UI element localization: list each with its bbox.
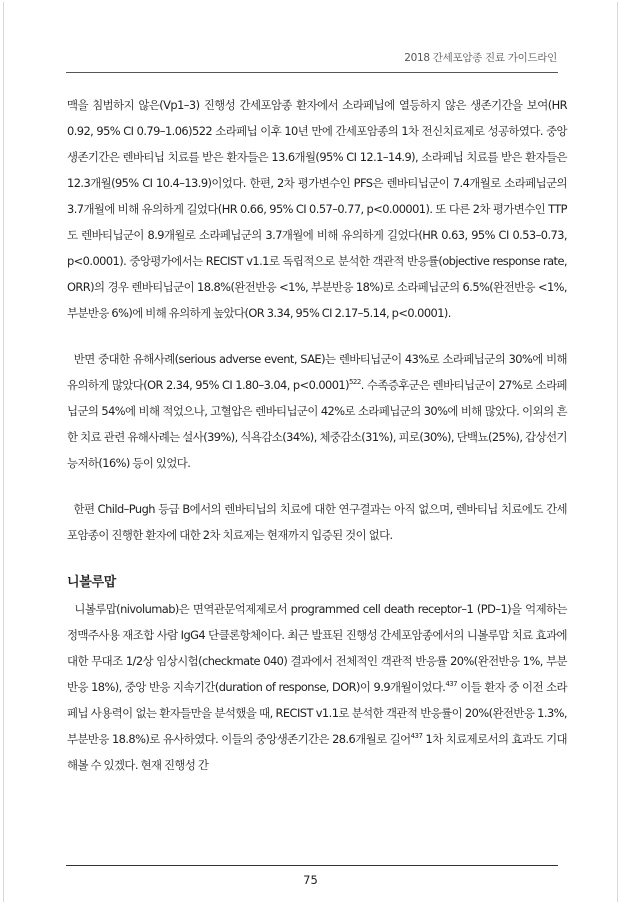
reference-superscript: 437: [445, 680, 458, 689]
header-divider: [66, 72, 558, 73]
adverse-events-text-a: 반면 중대한 유해사례(serious adverse event, SAE)는 렌바티닙군이 43%로 소라페닙군의 30%에 비해 유의하게 많았다(OR 2.34, 95% CI 1.80–3.04, p<0.0001): [67, 352, 567, 392]
adverse-events-text-b: . 수족증후군은 렌바티닙군이 27%로 소라페닙군의 54%에 비해 적었으나, 고혈압은 렌바티닙군이 42%로 소라페닙군의 30%에 비해 많았다. 이외의 흔한 치료 관련 유해사례는 설사(39%), 식욕감소(34%), 체중감소(31%), 피로(30%), 단백뇨(25%), 갑상선기능저하(16%) 등이 있었다.: [67, 378, 567, 470]
nivolumab-text-a: 니볼루맙(nivolumab)은 면역관문억제제로서 programmed cell death receptor–1 (PD–1)을 억제하는 정맥주사용 재조합 사람 IgG4 단클론항체이다. 최근 발표된 진행성 간세포암종에서의 니볼루맙 치료 효과에 대한 무대조 1/2상 임상시험(checkmate 040) 결과에서 전체적인 객관적 반응률 20%(완전반응 1%, 부분반응 18%), 중앙 반응 지속기간(duration of response, DOR)이 9.9개월이었다.: [67, 602, 567, 694]
running-header: 2018 간세포암종 진료 가이드라인: [404, 52, 557, 64]
document-page: [3, 2, 618, 902]
paragraph-gap: [67, 476, 567, 496]
child-pugh-text: 한편 Child–Pugh 등급 B에서의 렌바티닙의 치료에 대한 연구결과는 아직 없으며, 렌바티닙 치료에도 간세포암종이 진행한 환자에 대한 2차 치료제는 현재까지 입증된 것이 없다.: [67, 502, 567, 542]
reference-superscript: 522: [349, 378, 361, 387]
footer-divider: [66, 865, 558, 866]
page-number: 75: [303, 873, 318, 887]
paragraph-gap: [67, 326, 567, 346]
nivolumab-text-b: 이들 환자 중 이전 소라페닙 사용력이 없는 환자들만을 분석했을 때, RECIST v1.1로 분석한 객관적 반응률이 20%(완전반응 1.3%, 부분반응 18.8%)로 유사하였다. 이들의 중앙생존기간은 28.6개월로 길어: [67, 680, 567, 746]
section-gap: [67, 548, 567, 570]
reference-superscript: 437: [410, 732, 423, 741]
paragraph-nivolumab: [67, 596, 567, 778]
paragraph-adverse-events: [67, 346, 567, 476]
nivolumab-text-c: 1차 치료제로서의 효과도 기대해볼 수 있겠다. 현재 진행성 간: [67, 732, 568, 772]
section-title-nivolumab: 니볼루맙: [67, 575, 117, 590]
paragraph-lenvatinib-efficacy: 맥을 침범하지 않은(Vp1–3) 진행성 간세포암종 환자에서 소라페닙에 열등하지 않은 생존기간을 보여(HR 0.92, 95% CI 0.79–1.06)522 소라페닙 이후 10년 만에 간세포암종의 1차 전신치료제로 성공하였다. 중앙생존기간은 렌바티닙 치료를 받은 환자들은 13.6개월(95% CI 12.1–14.9), 소라페닙 치료를 받은 환자들은 12.3개월(95% CI 10.4–13.9)이었다. 한편, 2차 평가변수인 PFS은 렌바티닙군이 7.4개월로 소라페닙군의 3.7개월에 비해 유의하게 길었다(HR 0.66, 95% CI 0.57–0.77, p<0.00001). 또 다른 2차 평가변수인 TTP도 렌바티닙군이 8.9개월로 소라페닙군의 3.7개월에 비해 유의하게 길었다(HR 0.63, 95% CI 0.53–0.73, p<0.0001). 중앙평가에서는 RECIST v1.1로 독립적으로 분석한 객관적 반응률(objective response rate, ORR)의 경우 렌바티닙군이 18.8%(완전반응 <1%, 부분반응 18%)로 소라페닙군의 6.5%(완전반응 <1%, 부분반응 6%)에 비해 유의하게 높았다(OR 3.34, 95% CI 2.17–5.14, p<0.0001).: [67, 98, 567, 320]
paragraph-child-pugh: [67, 496, 567, 548]
body-text: [67, 92, 567, 778]
